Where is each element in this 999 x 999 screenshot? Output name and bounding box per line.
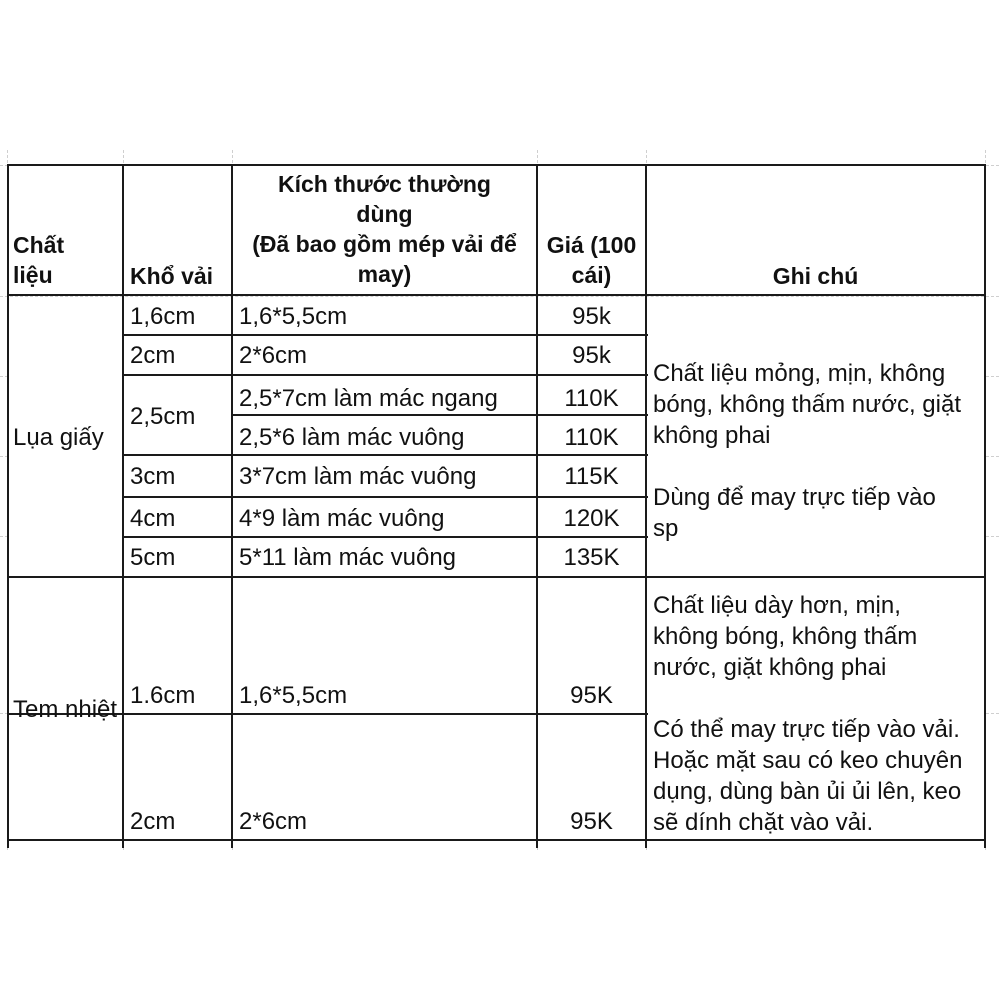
price-cell: 115K (564, 463, 619, 490)
price-cell: 95K (570, 682, 613, 709)
header-notes: Ghi chú (772, 263, 859, 289)
notes-cell: Chất liệu mỏng, mịn, không bóng, không thấm nước, giặt không phai Dùng để may trực tiếp vào sp (653, 360, 961, 542)
width-cell: 3cm (130, 463, 176, 490)
size-cell: 2,5*6 làm mác vuông (239, 424, 465, 451)
material-cell: Lụa giấy (13, 424, 104, 451)
width-cell: 2cm (130, 342, 176, 369)
width-cell: 5cm (130, 544, 176, 571)
price-cell: 95k (572, 303, 611, 330)
width-cell: 1.6cm (130, 682, 196, 709)
price-cell: 95K (570, 808, 613, 835)
size-cell: 4*9 làm mác vuông (239, 505, 445, 532)
price-cell: 95k (572, 342, 611, 369)
width-cell: 4cm (130, 505, 176, 532)
material-cell: Tem nhiệt (13, 696, 118, 723)
size-cell: 2,5*7cm làm mác ngang (239, 385, 498, 412)
price-cell: 120K (563, 505, 620, 532)
size-cell: 2*6cm (239, 342, 308, 369)
price-cell: 135K (563, 544, 620, 571)
size-cell: 2*6cm (239, 808, 308, 835)
header-size: Kích thước thường dùng (Đã bao gồm mép vải để may) (252, 171, 517, 287)
width-cell: 2cm (130, 808, 176, 835)
price-cell: 110K (564, 385, 619, 412)
size-cell: 5*11 làm mác vuông (239, 544, 457, 571)
header-price: Giá (100 cái) (546, 232, 637, 288)
width-cell: 1,6cm (130, 303, 196, 330)
width-cell: 2,5cm (130, 403, 196, 430)
header-width: Khổ vải (130, 263, 214, 289)
price-cell: 110K (564, 424, 619, 451)
notes-cell: Chất liệu dày hơn, mịn, không bóng, không thấm nước, giặt không phai Có thể may trực tiếp vào vải. Hoặc mặt sau có keo chuyên dụng, dùng bàn ủi ủi lên, keo sẽ dính chặt vào vải. (653, 592, 963, 836)
header-material: Chất liệu (13, 232, 65, 288)
size-cell: 1,6*5,5cm (239, 303, 348, 330)
size-cell: 3*7cm làm mác vuông (239, 463, 477, 490)
size-cell: 1,6*5,5cm (239, 682, 348, 709)
